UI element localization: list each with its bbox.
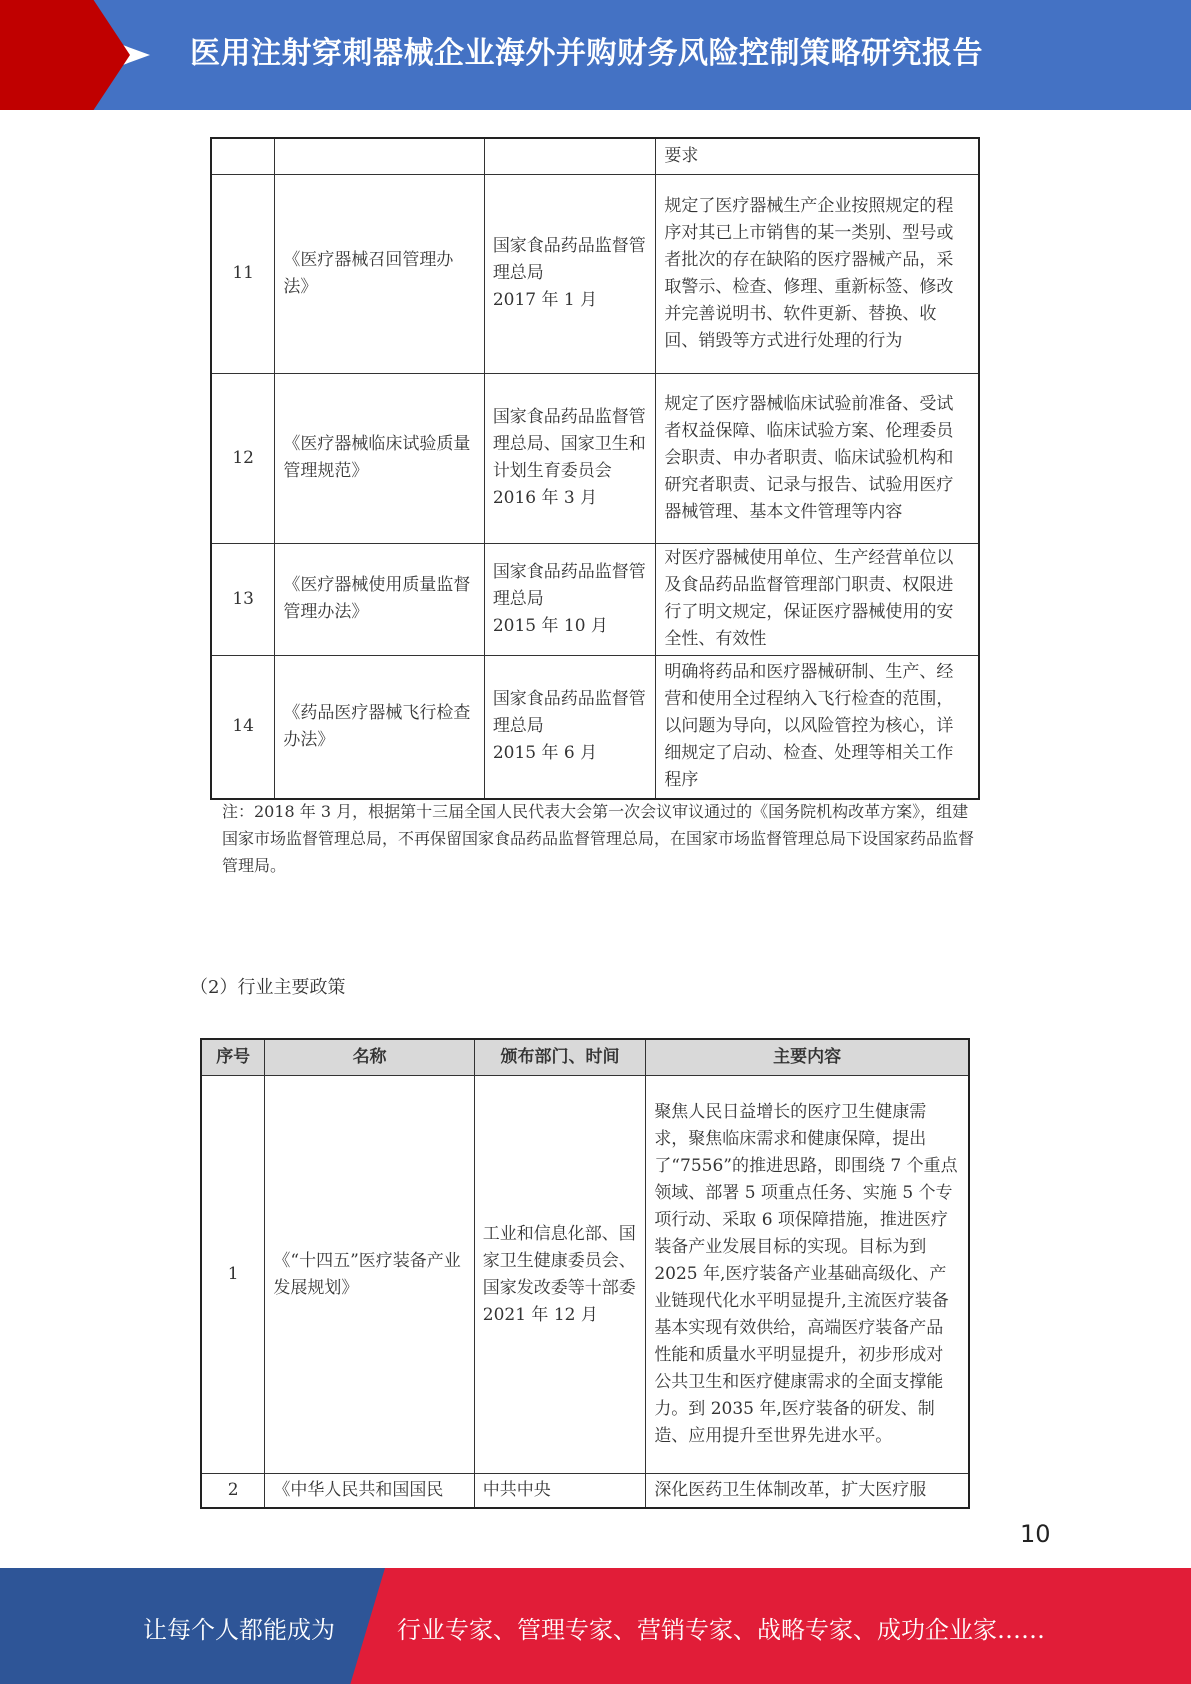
footer-slogan-left: 让每个人都能成为 xyxy=(143,1616,335,1644)
header-department: 颁布部门、时间 xyxy=(474,1039,646,1076)
policy-content: 聚焦人民日益增长的医疗卫生健康需求，聚焦临床需求和健康保障，提出了“7556”的推进思路，即围绕 7 个重点领域、部署 5 项重点任务、实施 5 个专项行动、采取 6 项保障措施，推进医疗装备产业发展目标的实现。目标为到 2025 年,医疗装备产业基础高级化、产业链现代化水平明显提升,主流医疗装备基本实现有效供给，高端医疗装备产品性能和质量水平明显提升，初步形成对公共卫生和医疗健康需求的全面支撑能力。到 2035 年,医疗装备的研发、制造、应用提升至世界先进水平。 xyxy=(646,1076,969,1474)
table-row xyxy=(211,543,979,655)
row-number: 1 xyxy=(201,1076,265,1474)
table-row xyxy=(211,174,979,373)
regulations-table xyxy=(210,137,980,800)
row-number: 11 xyxy=(211,174,275,373)
section-heading: （2）行业主要政策 xyxy=(190,977,346,998)
issuing-department: 国家食品药品监督管理总局 2015 年 6 月 xyxy=(484,655,656,799)
row-number: 2 xyxy=(201,1474,265,1508)
table-note: 注：2018 年 3 月，根据第十三届全国人民代表大会第一次会议审议通过的《国务院机构改革方案》，组建国家市场监督管理总局，不再保留国家食品药品监督管理总局，在国家市场监督管理总局下设国家药品监督管理局。 xyxy=(222,802,975,875)
regulation-content: 要求 xyxy=(656,138,979,174)
page-header xyxy=(0,0,1191,110)
header-content: 主要内容 xyxy=(646,1039,969,1076)
regulation-content: 明确将药品和医疗器械研制、生产、经营和使用全过程纳入飞行检查的范围，以问题为导向，以风险管控为核心，详细规定了启动、检查、处理等相关工作程序 xyxy=(656,655,979,799)
issuing-department: 工业和信息化部、国家卫生健康委员会、国家发改委等十部委 2021 年 12 月 xyxy=(474,1076,646,1474)
header-number: 序号 xyxy=(201,1039,265,1076)
issuing-department: 国家食品药品监督管理总局 2017 年 1 月 xyxy=(484,174,656,373)
row-number xyxy=(211,138,275,174)
page-title: 医用注射穿刺器械企业海外并购财务风险控制策略研究报告 xyxy=(190,36,983,71)
row-number: 14 xyxy=(211,655,275,799)
table-row xyxy=(201,1474,969,1508)
regulation-name: 《医疗器械使用质量监督管理办法》 xyxy=(275,543,484,655)
policy-name: 《“十四五”医疗装备产业发展规划》 xyxy=(265,1076,474,1474)
issuing-department: 中共中央 xyxy=(474,1474,646,1508)
page-footer xyxy=(0,1568,1191,1684)
header-name: 名称 xyxy=(265,1039,474,1076)
issuing-department: 国家食品药品监督管理总局 2015 年 10 月 xyxy=(484,543,656,655)
regulation-name: 《医疗器械召回管理办法》 xyxy=(275,174,484,373)
table-row xyxy=(211,655,979,799)
table-header-row xyxy=(201,1039,969,1076)
row-number: 12 xyxy=(211,373,275,543)
regulation-name: 《医疗器械临床试验质量管理规范》 xyxy=(275,373,484,543)
regulation-name xyxy=(275,138,484,174)
table-row xyxy=(201,1076,969,1474)
regulation-name: 《药品医疗器械飞行检查办法》 xyxy=(275,655,484,799)
table-row xyxy=(211,138,979,174)
page-number: 10 xyxy=(1020,1520,1051,1548)
issuing-department xyxy=(484,138,656,174)
issuing-department: 国家食品药品监督管理总局、国家卫生和计划生育委员会 2016 年 3 月 xyxy=(484,373,656,543)
footer-slogan-right: 行业专家、管理专家、营销专家、战略专家、成功企业家…… xyxy=(397,1616,1045,1644)
regulation-content: 规定了医疗器械生产企业按照规定的程序对其已上市销售的某一类别、型号或者批次的存在缺陷的医疗器械产品，采取警示、检查、修理、重新标签、修改并完善说明书、软件更新、替换、收回、销毁等方式进行处理的行为 xyxy=(656,174,979,373)
regulation-content: 对医疗器械使用单位、生产经营单位以及食品药品监督管理部门职责、权限进行了明文规定，保证医疗器械使用的安全性、有效性 xyxy=(656,543,979,655)
regulation-content: 规定了医疗器械临床试验前准备、受试者权益保障、临床试验方案、伦理委员会职责、申办者职责、临床试验机构和研究者职责、记录与报告、试验用医疗器械管理、基本文件管理等内容 xyxy=(656,373,979,543)
policy-content: 深化医药卫生体制改革，扩大医疗服 xyxy=(646,1474,969,1508)
policy-name: 《中华人民共和国国民 xyxy=(265,1474,474,1508)
table-row xyxy=(211,373,979,543)
policies-table xyxy=(200,1038,970,1509)
row-number: 13 xyxy=(211,543,275,655)
